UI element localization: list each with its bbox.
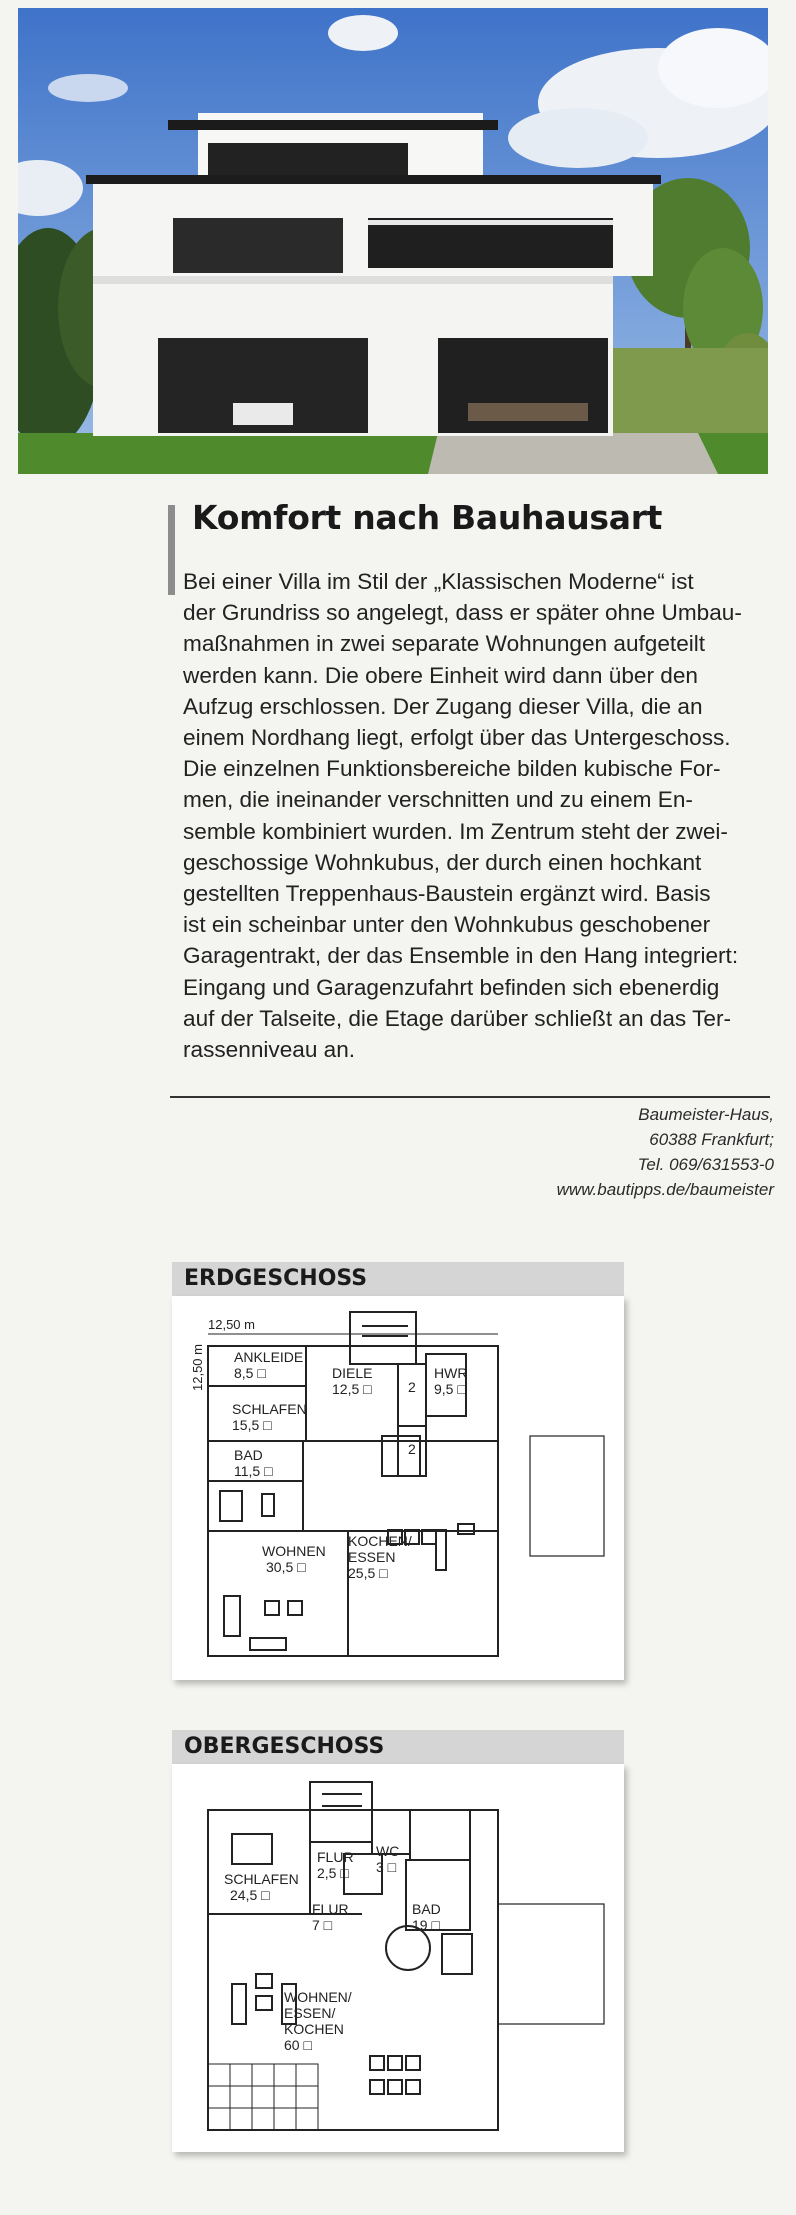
upper-room-bad-label: BAD <box>412 1901 441 1917</box>
body-line: gestellten Treppenhaus-Baustein ergänzt wird. Basis <box>183 881 711 907</box>
contact-info <box>374 1102 774 1202</box>
room-kochen-label: KOCHEN/ <box>348 1533 412 1549</box>
contact-url[interactable]: www.bautipps.de/baumeister <box>556 1180 774 1199</box>
body-line: Die einzelnen Funktionsbereiche bilden kubische For- <box>183 756 721 782</box>
upper-room-bad-area: 19 □ <box>412 1917 440 1933</box>
body-line: Garagentrakt, der das Ensemble in den Hang integriert: <box>183 943 739 969</box>
room-essen-label: ESSEN <box>348 1549 396 1565</box>
body-line: werden kann. Die obere Einheit wird dann über den <box>183 662 698 688</box>
body-line: rassenniveau an. <box>183 1037 356 1063</box>
ground-floor-plan <box>172 1296 624 1680</box>
body-line: geschossige Wohnkubus, der durch einen hochkant <box>183 849 702 875</box>
room-hwr-label: HWR <box>434 1365 468 1381</box>
upper-room-wohnen-area: 60 □ <box>284 2037 312 2053</box>
upper-room-essen-label: ESSEN/ <box>284 2005 336 2021</box>
body-line: Aufzug erschlossen. Der Zugang dieser Villa, die an <box>183 693 703 719</box>
room-kochen-area: 25,5 □ <box>348 1565 388 1581</box>
body-line: der Grundriss so angelegt, dass er später ohne Umbau- <box>183 600 742 626</box>
body-line: auf der Talseite, die Etage darüber schließt an das Ter- <box>183 1005 732 1031</box>
contact-phone: Tel. 069/631553-0 <box>637 1155 774 1174</box>
upper-room-wc-area: 3 □ <box>376 1859 397 1875</box>
room-closet-a-label: 2 <box>408 1379 416 1395</box>
room-ankleide-label: ANKLEIDE <box>234 1349 304 1365</box>
upper-room-kochen-label: KOCHEN <box>284 2021 344 2037</box>
article-body <box>183 566 773 1065</box>
room-wohnen-label: WOHNEN <box>262 1543 326 1559</box>
article-headline: Komfort nach Bauhausart <box>192 498 663 537</box>
body-line: maßnahmen in zwei separate Wohnungen aufgeteilt <box>183 631 706 657</box>
body-line: ist ein scheinbar unter den Wohnkubus geschobener <box>183 912 711 938</box>
room-diele-label: DIELE <box>332 1365 373 1381</box>
ground-floor-title: ERDGESCHOSS <box>172 1262 624 1296</box>
upper-room-schlafen-area: 24,5 □ <box>230 1887 270 1903</box>
upper-room-flur2-area: 7 □ <box>312 1917 333 1933</box>
ground-dim-width: 12,50 m <box>208 1317 255 1332</box>
body-line: semble kombiniert wurden. Im Zentrum steht der zwei- <box>183 818 728 844</box>
room-closet-b-label: 2 <box>408 1441 416 1457</box>
upper-room-schlafen-label: SCHLAFEN <box>224 1871 299 1887</box>
upper-room-flur1-area: 2,5 □ <box>317 1865 349 1881</box>
contact-company: Baumeister-Haus, <box>638 1105 774 1124</box>
room-wohnen-area: 30,5 □ <box>266 1559 306 1575</box>
room-bad-area: 11,5 □ <box>234 1463 273 1479</box>
ground-dim-height: 12,50 m <box>190 1344 205 1391</box>
body-line: Bei einer Villa im Stil der „Klassischen Moderne“ ist <box>183 569 694 594</box>
room-diele-area: 12,5 □ <box>332 1381 372 1397</box>
body-line: Eingang und Garagenzufahrt befinden sich ebenerdig <box>183 974 720 1000</box>
upper-floor-plan <box>172 1764 624 2152</box>
upper-floor-title: OBERGESCHOSS <box>172 1730 624 1764</box>
body-line: men, die ineinander verschnitten und zu einem En- <box>183 787 693 813</box>
body-line: einem Nordhang liegt, erfolgt über das Untergeschoss. <box>183 725 731 751</box>
room-bad-label: BAD <box>234 1447 263 1463</box>
villa-photo <box>18 8 768 474</box>
upper-room-wohnen-label: WOHNEN/ <box>284 1989 352 2005</box>
upper-room-flur1-label: FLUR <box>317 1849 354 1865</box>
upper-room-wc-label: WC <box>376 1843 400 1859</box>
contact-address: 60388 Frankfurt; <box>649 1130 774 1149</box>
room-schlafen-label: SCHLAFEN <box>232 1401 307 1417</box>
upper-room-flur2-label: FLUR <box>312 1901 349 1917</box>
headline-accent-bar <box>168 505 175 595</box>
room-hwr-area: 9,5 □ <box>434 1381 466 1397</box>
room-schlafen-area: 15,5 □ <box>232 1417 272 1433</box>
contact-divider <box>170 1096 770 1098</box>
room-ankleide-area: 8,5 □ <box>234 1365 266 1381</box>
